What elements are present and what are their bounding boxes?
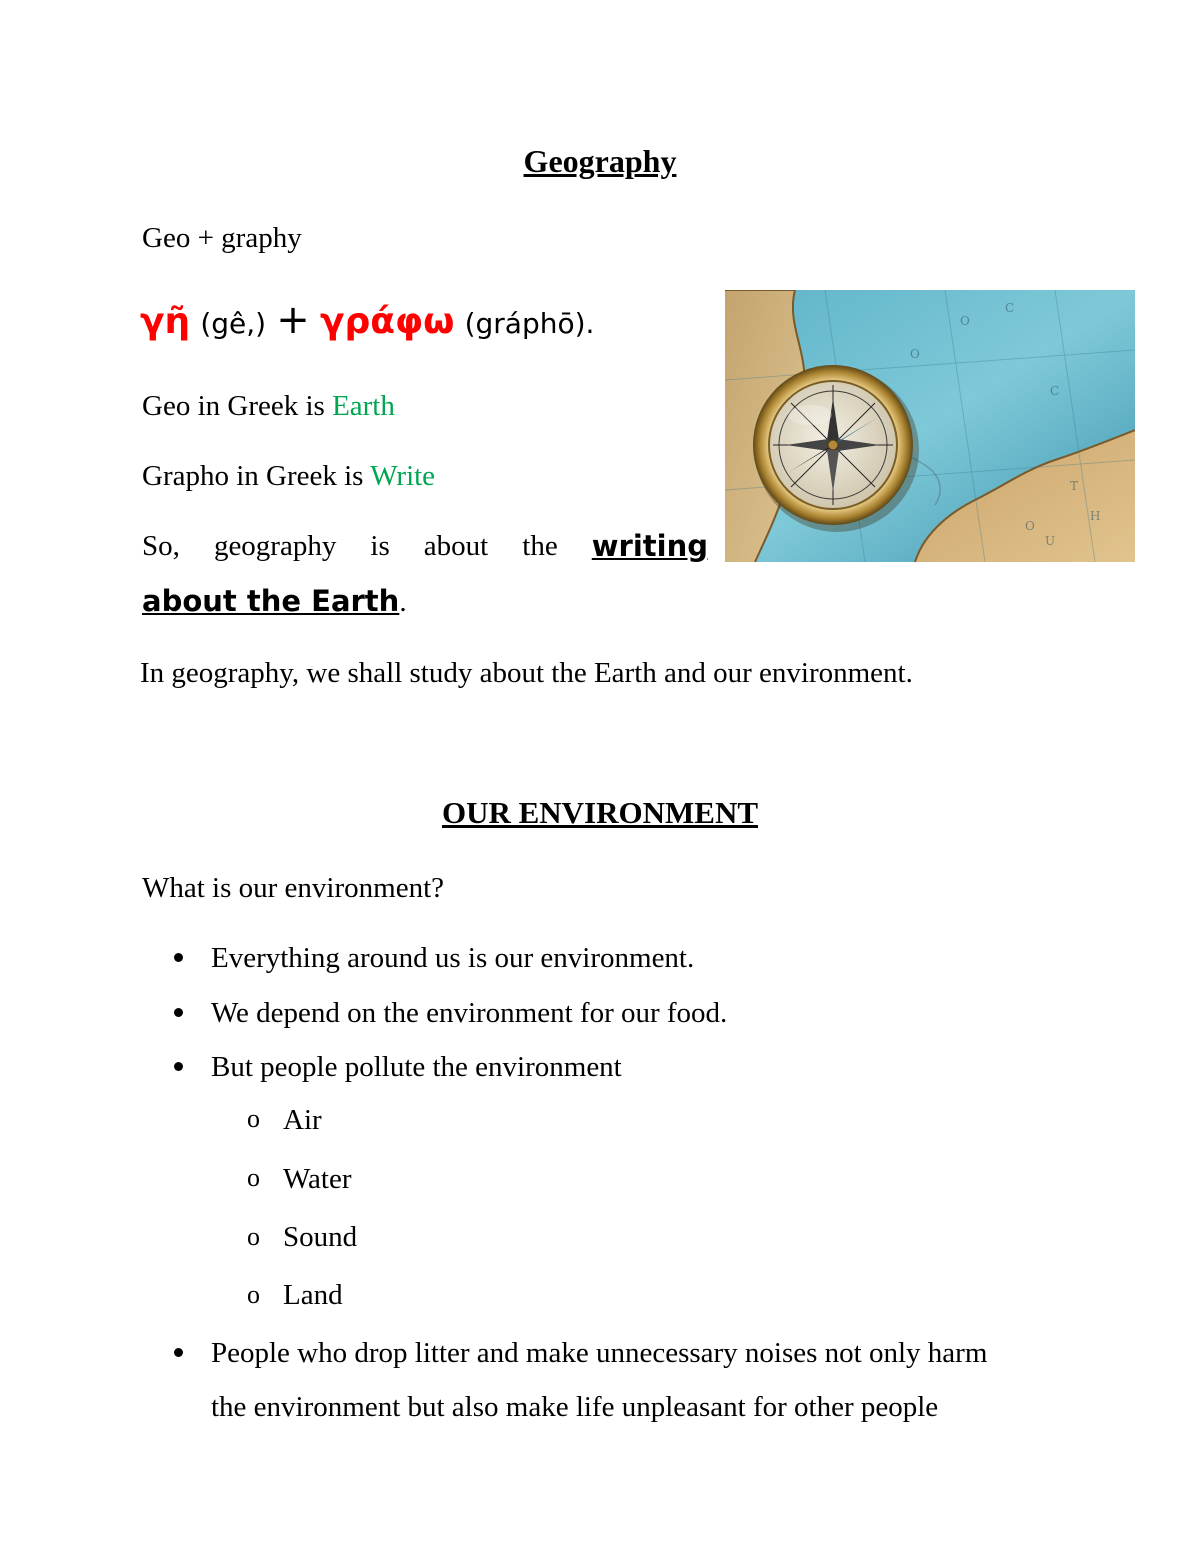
circle-bullet-icon: o: [247, 1163, 260, 1192]
list-item-continuation: the environment but also make life unpleasant for other people: [211, 1391, 939, 1423]
list-item: But people pollute the environment: [211, 1051, 622, 1083]
list-item: Everything around us is our environment.: [211, 942, 695, 974]
writing-emphasis: writing: [591, 529, 708, 563]
greek-word-ge: γῆ: [140, 301, 191, 342]
compass-on-map-image: [725, 290, 1135, 562]
svg-text:O: O: [910, 347, 920, 361]
plus-sign: +: [276, 297, 310, 343]
svg-text:C: C: [1005, 301, 1015, 315]
is-word: is: [370, 530, 390, 562]
svg-text:T: T: [1070, 479, 1079, 493]
about-word: about: [423, 530, 489, 562]
list-item: People who drop litter and make unnecessary noises not only harm: [211, 1337, 988, 1369]
circle-bullet-icon: o: [247, 1222, 260, 1251]
so-line-period: .: [399, 586, 407, 618]
grapho-definition: [142, 458, 435, 494]
so-word: So,: [142, 530, 180, 562]
greek-translit-grapho: (gráphō).: [464, 307, 595, 340]
so-line-continuation: [142, 583, 407, 620]
etymology-line: Geo + graphy: [142, 222, 302, 254]
study-line: In geography, we shall study about the Earth and our environment.: [140, 657, 913, 689]
section-title: OUR ENVIRONMENT: [441, 795, 759, 830]
sub-list-item: Water: [283, 1163, 352, 1195]
svg-text:H: H: [1090, 509, 1101, 523]
svg-text:C: C: [1050, 384, 1060, 398]
page-title: Geography: [523, 143, 677, 179]
greek-word-grapho: γράφω: [319, 301, 455, 342]
the-word: the: [522, 530, 558, 562]
list-item: We depend on the environment for our food.: [211, 997, 728, 1029]
geo-definition-prefix: Geo in Greek is: [142, 390, 333, 422]
question-line: What is our environment?: [142, 872, 444, 904]
svg-text:O: O: [960, 314, 970, 328]
about-the-earth-emphasis: about the Earth: [142, 584, 400, 618]
bullet-marker: [174, 953, 183, 962]
sub-list-item: Air: [283, 1104, 322, 1136]
sub-list-item: Sound: [283, 1221, 358, 1253]
circle-bullet-icon: o: [247, 1280, 260, 1309]
grapho-definition-prefix: Grapho in Greek is: [142, 460, 371, 492]
so-line: [142, 528, 708, 564]
bullet-marker: [174, 1062, 183, 1071]
write-word: Write: [370, 460, 436, 492]
earth-word: Earth: [332, 390, 395, 422]
greek-etymology-line: [140, 298, 594, 346]
geography-word: geography: [213, 530, 337, 562]
svg-text:O: O: [1025, 519, 1035, 533]
circle-bullet-icon: o: [247, 1104, 260, 1133]
geo-definition: [142, 388, 395, 424]
svg-text:U: U: [1045, 534, 1056, 548]
bullet-marker: [174, 1008, 183, 1017]
sub-list-item: Land: [283, 1279, 343, 1311]
bullet-marker: [174, 1348, 183, 1357]
greek-translit-ge: (gê,): [200, 307, 267, 340]
